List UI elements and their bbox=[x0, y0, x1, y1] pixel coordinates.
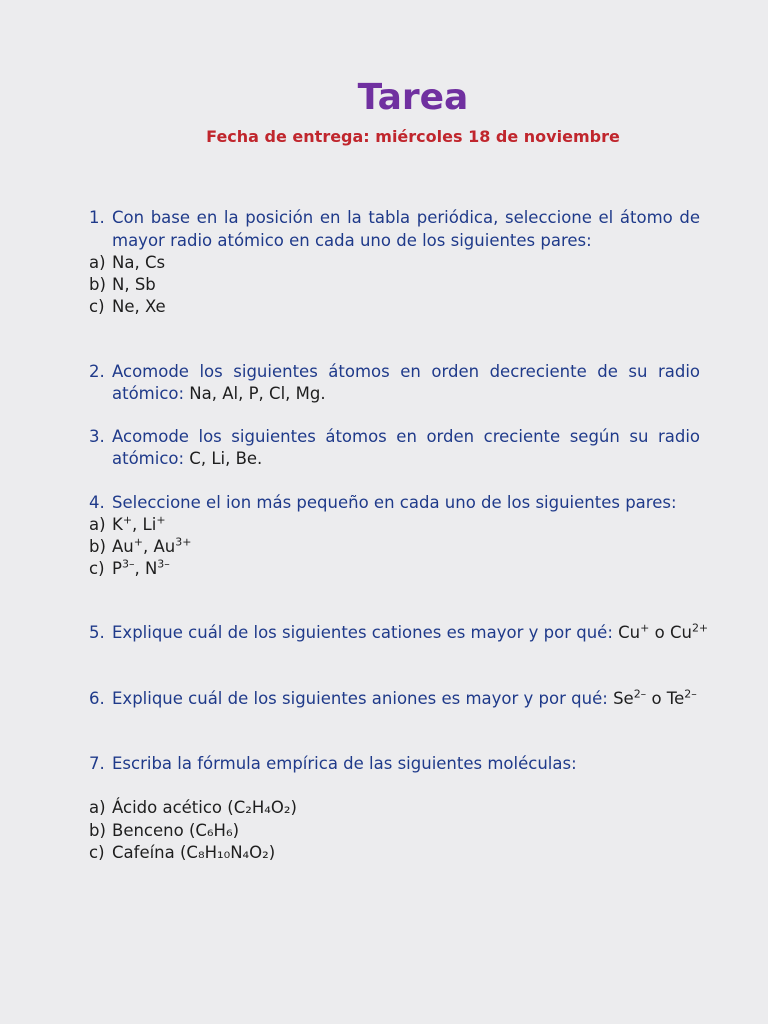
option-label: b) bbox=[89, 821, 106, 840]
ion: Cu bbox=[618, 623, 641, 642]
ion: P bbox=[112, 559, 122, 578]
question-2-line-1: Acomode los siguientes átomos en orden decreciente de su radio bbox=[112, 362, 700, 381]
molecule-name: Cafeína bbox=[112, 843, 175, 862]
question-4-option-c: c) $P^{3-}$, $N^{3-}$ bbox=[89, 557, 170, 578]
question-7-option-b bbox=[89, 820, 239, 842]
ion: Au bbox=[112, 537, 134, 556]
ion: Se bbox=[613, 689, 634, 708]
question-5-text: Explique cuál de los siguientes cationes es mayor y por qué: bbox=[112, 623, 613, 642]
question-2-number: 2. bbox=[89, 362, 105, 381]
question-3-prefix: atómico: bbox=[112, 449, 185, 468]
molecule-name: Benceno bbox=[112, 821, 184, 840]
option-label: c) bbox=[89, 297, 105, 316]
option-text: N, Sb bbox=[112, 275, 156, 294]
connector: o bbox=[654, 623, 665, 642]
option-text: Na, Cs bbox=[112, 253, 166, 272]
option-label: c) bbox=[89, 559, 105, 578]
question-6-number: 6. bbox=[89, 689, 105, 708]
question-6-text: Explique cuál de los siguientes aniones es mayor y por qué: bbox=[112, 689, 608, 708]
question-2-line-2 bbox=[112, 383, 700, 405]
question-2-prefix: atómico: bbox=[112, 384, 185, 403]
question-1-option-b bbox=[89, 274, 156, 296]
molecule-formula: (C₈H₁₀N₄O₂) bbox=[180, 843, 276, 862]
ion: K bbox=[112, 515, 123, 534]
ion-charge: + bbox=[122, 513, 133, 527]
molecule-name: Ácido acético bbox=[112, 798, 223, 817]
option-label: a) bbox=[89, 253, 106, 272]
option-text: Ne, Xe bbox=[112, 297, 166, 316]
ion-charge: 2– bbox=[633, 687, 647, 701]
due-date: Fecha de entrega: miércoles 18 de noviembre bbox=[206, 127, 620, 146]
question-7-option-a bbox=[89, 797, 297, 819]
question-7-number: 7. bbox=[89, 754, 105, 773]
option-label: a) bbox=[89, 798, 106, 817]
molecule-formula: (C₆H₆) bbox=[188, 821, 240, 840]
option-label: c) bbox=[89, 843, 105, 862]
option-label: b) bbox=[89, 537, 106, 556]
question-2-atoms: Na, Al, P, Cl, Mg. bbox=[184, 384, 326, 403]
question-6-line-1 bbox=[112, 688, 700, 710]
question-4-line-1: Seleccione el ion más pequeño en cada uno de los siguientes pares: bbox=[112, 493, 677, 512]
question-1-line-2: mayor radio atómico en cada uno de los siguientes pares: bbox=[112, 231, 592, 250]
ion: Au bbox=[153, 537, 176, 556]
option-label: a) bbox=[89, 515, 106, 534]
ion: Cu bbox=[669, 623, 692, 642]
question-1-number: 1. bbox=[89, 208, 105, 227]
question-7-option-c bbox=[89, 842, 275, 864]
ion-charge: 3+ bbox=[175, 535, 192, 549]
option-label: b) bbox=[89, 275, 106, 294]
question-4-number: 4. bbox=[89, 493, 105, 512]
question-3-atoms: C, Li, Be. bbox=[184, 449, 263, 468]
ion-charge: + bbox=[156, 513, 166, 527]
ion-charge: + bbox=[640, 621, 650, 635]
question-7-line-1: Escriba la fórmula empírica de las siguientes moléculas: bbox=[112, 754, 577, 773]
question-1-option-a bbox=[89, 252, 165, 274]
question-4-option-a: a) K+, Li+ bbox=[89, 513, 166, 534]
question-1-option-c bbox=[89, 296, 166, 318]
question-5-line-1 bbox=[112, 621, 709, 644]
ion-charge: 2– bbox=[684, 687, 697, 701]
ion-charge: + bbox=[133, 535, 143, 549]
ion-charge: 2+ bbox=[691, 621, 709, 635]
question-5-number: 5. bbox=[89, 623, 105, 642]
question-3-line-1: Acomode los siguientes átomos en orden creciente según su radio bbox=[112, 427, 700, 446]
question-3-number: 3. bbox=[89, 427, 105, 446]
ion: Li bbox=[142, 515, 157, 534]
page-title: Tarea bbox=[357, 77, 469, 118]
ion: N bbox=[144, 559, 158, 578]
question-1-line-1: Con base en la posición en la tabla periódica, seleccione el átomo de bbox=[112, 208, 700, 227]
ion-charge: 3– bbox=[121, 557, 135, 571]
ion-charge: 3– bbox=[157, 557, 170, 571]
question-3-line-2 bbox=[112, 448, 700, 470]
ion: Te bbox=[666, 689, 685, 708]
connector: o bbox=[651, 689, 662, 708]
molecule-formula: (C₂H₄O₂) bbox=[227, 798, 297, 817]
question-4-option-b: b) Au+, $Au^{3+}$ bbox=[89, 535, 192, 556]
